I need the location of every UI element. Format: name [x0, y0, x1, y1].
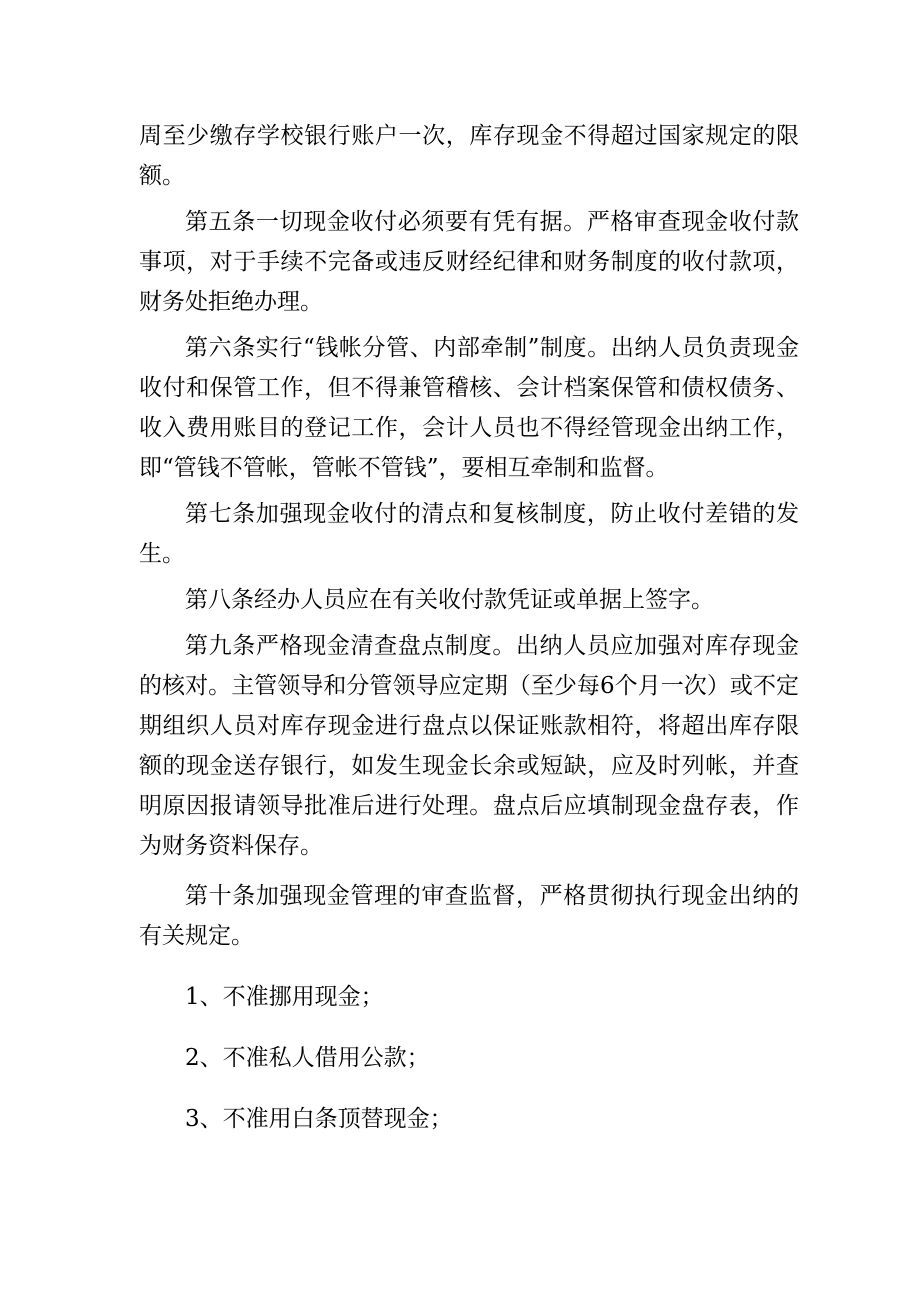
list-item-3: 3、不准用白条顶替现金； [185, 1106, 453, 1132]
paragraph-article-8: 第八条经办人员应在有关收付款凭证或单据上签字。 [185, 587, 714, 613]
document-body [139, 116, 799, 1139]
list-item-1: 1、不准挪用现金； [185, 984, 384, 1010]
paragraph-article-7: 第七条加强现金收付的清点和复核制度，防止收付差错的发生。 [139, 501, 799, 567]
paragraph-article-9: 第九条严格现金清查盘点制度。出纳人员应加强对库存现金的核对。主管领导和分管领导应定期（至少每6个月一次）或不定期组织人员对库存现金进行盘点以保证账款相符，将超出库存限额的现金送存银行，如发生现金长余或短缺，应及时列帐，并查明原因报请领导批准后进行处理。盘点后应填制现金盘存表，作为财务资料保存。 [139, 633, 799, 859]
paragraph-article-5: 第五条一切现金收付必须要有凭有据。严格审查现金收付款事项，对于手续不完备或违反财经纪律和财务制度的收付款项，财务处拒绝办理。 [139, 209, 799, 315]
paragraph-article-10: 第十条加强现金管理的审查监督，严格贯彻执行现金出纳的有关规定。 [139, 883, 799, 949]
list-item-2: 2、不准私人借用公款； [185, 1045, 430, 1071]
paragraph-article-6: 第六条实行“钱帐分管、内部牵制”制度。出纳人员负责现金收付和保管工作，但不得兼管稽核、会计档案保管和债权债务、收入费用账目的登记工作，会计人员也不得经管现金出纳工作，即“管钱不管帐，管帐不管钱”，要相互牵制和监督。 [139, 335, 799, 481]
paragraph-continuation: 周至少缴存学校银行账户一次，库存现金不得超过国家规定的限额。 [139, 123, 799, 189]
